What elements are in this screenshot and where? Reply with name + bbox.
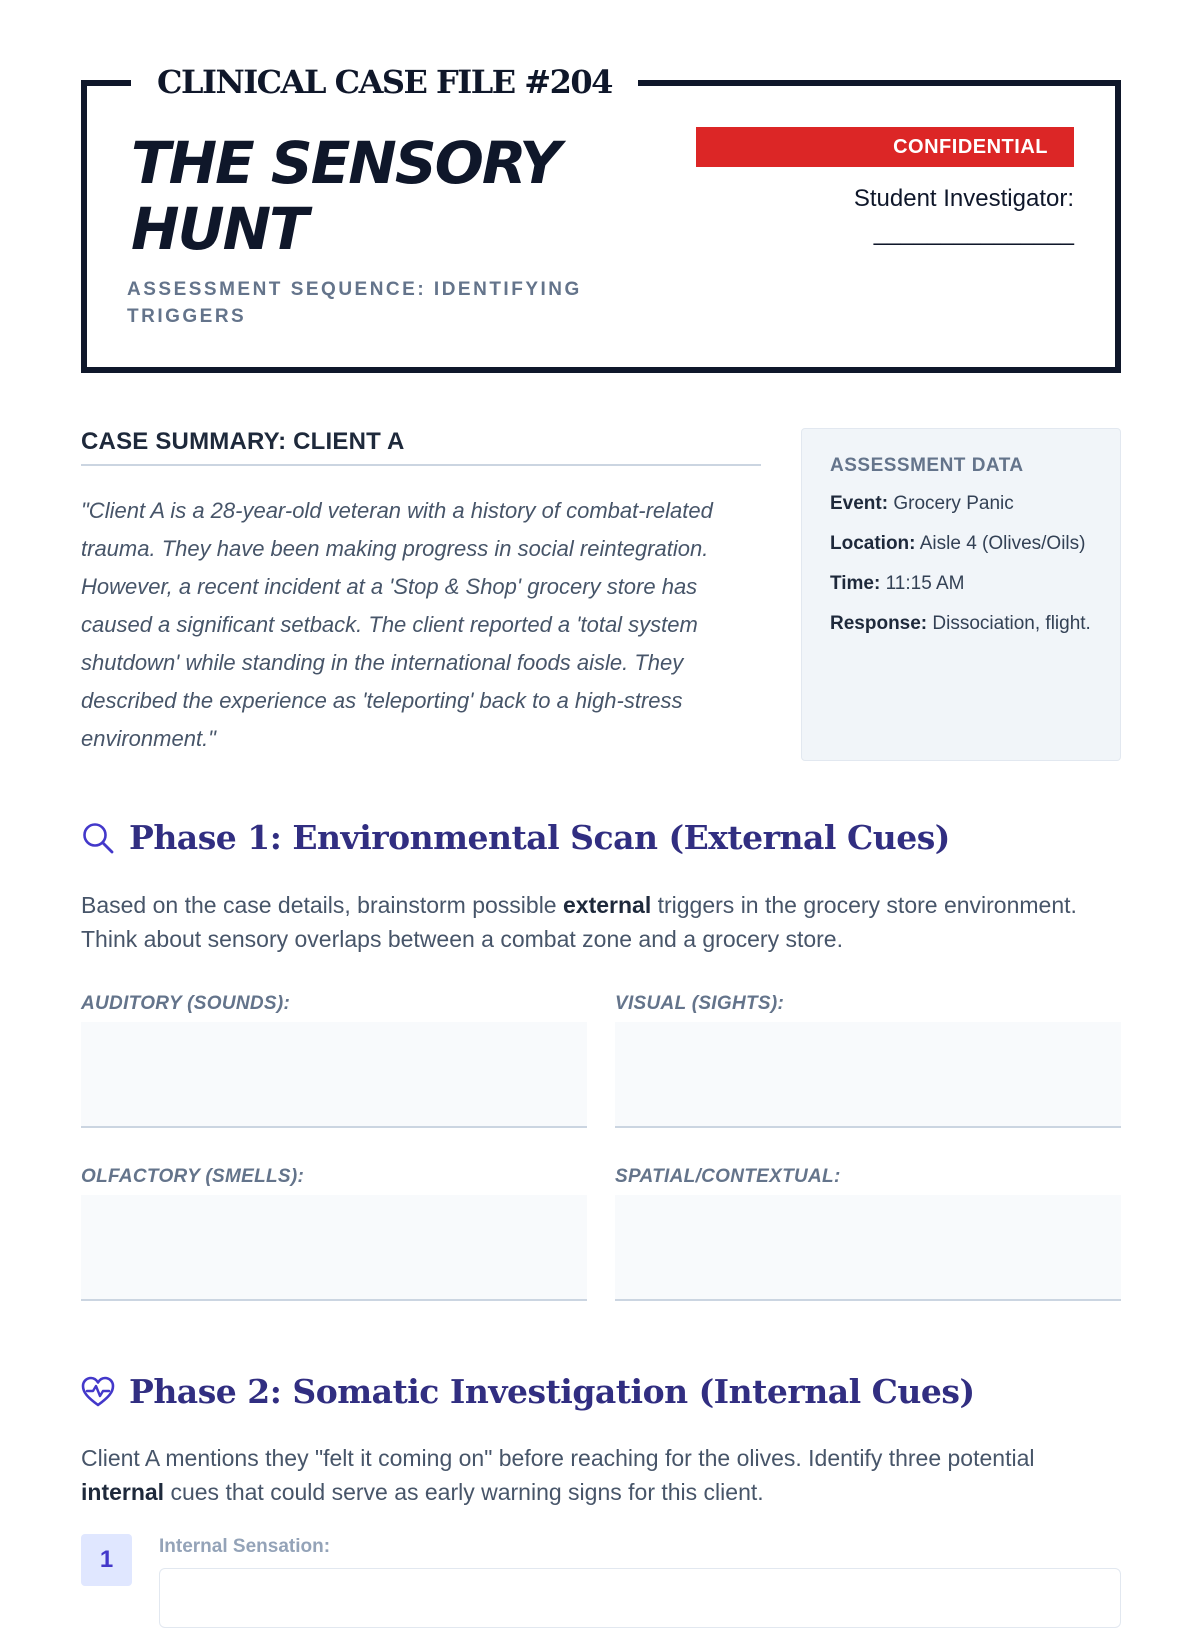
- phase-2-description: [81, 1441, 1121, 1509]
- phase-2-desc-text: cues that could serve as early warning signs for this client.: [164, 1479, 764, 1505]
- visual-label: VISUAL (SIGHTS):: [615, 993, 785, 1014]
- assessment-row-event: [830, 491, 1092, 517]
- assessment-data-panel: [801, 428, 1121, 761]
- phase-1-desc-emphasis: external: [563, 892, 652, 918]
- assessment-row-location: [830, 531, 1092, 557]
- phase-1-heading: [81, 818, 950, 857]
- internal-sensation-label: Internal Sensation:: [159, 1536, 331, 1557]
- assessment-value: Aisle 4 (Olives/Oils): [919, 533, 1086, 554]
- olfactory-answer-box[interactable]: [81, 1195, 587, 1301]
- phase-2-desc-emphasis: internal: [81, 1479, 165, 1505]
- case-summary-text: "Client A is a 28-year-old veteran with a history of combat-related trauma. They have been making progress in social reintegration. However, a recent incident at a 'Stop & Shop' grocery store has caused a significant setback. The client reported a 'total system shutdown' while standing in the international foods aisle. They described the experience as 'teleporting' back to a high-stress environment.": [81, 498, 713, 751]
- case-summary-heading: CASE SUMMARY: CLIENT A: [81, 428, 761, 466]
- phase-1-description: [81, 888, 1121, 956]
- auditory-label: AUDITORY (SOUNDS):: [81, 993, 291, 1014]
- phase-2-desc-text: Client A mentions they "felt it coming on" before reaching for the olives. Identify three potential: [81, 1445, 1035, 1471]
- case-file-label: CLINICAL CASE FILE #204: [131, 60, 638, 104]
- student-investigator-field[interactable]: [674, 182, 1074, 250]
- assessment-value: Grocery Panic: [893, 493, 1014, 514]
- confidential-banner: CONFIDENTIAL: [696, 127, 1074, 167]
- case-summary: [81, 428, 761, 758]
- page-title: THE SENSORY HUNT: [131, 129, 560, 263]
- phase-1-title: Phase 1: Environmental Scan (External Cues): [129, 818, 950, 857]
- student-investigator-label: Student Investigator:: [853, 185, 1074, 212]
- assessment-key: Event:: [830, 493, 889, 514]
- phase-1-desc-text: triggers in the grocery store environment. Think about sensory overlaps between a combat zone and a grocery store.: [81, 892, 1077, 952]
- assessment-key: Response:: [830, 613, 928, 634]
- auditory-answer-box[interactable]: [81, 1022, 587, 1128]
- spatial-answer-box[interactable]: [615, 1195, 1121, 1301]
- assessment-data-title: ASSESSMENT DATA: [830, 455, 1024, 476]
- assessment-key: Location:: [830, 533, 916, 554]
- search-icon: [81, 821, 115, 855]
- phase-2-heading: [81, 1372, 975, 1411]
- student-investigator-blank[interactable]: _______________: [873, 219, 1074, 246]
- assessment-key: Time:: [830, 573, 881, 594]
- olfactory-label: OLFACTORY (SMELLS):: [81, 1166, 305, 1187]
- assessment-value: Dissociation, flight.: [932, 613, 1091, 634]
- assessment-row-time: [830, 571, 1092, 597]
- assessment-row-response: [830, 611, 1092, 637]
- internal-sensation-input[interactable]: [159, 1568, 1121, 1628]
- phase-1-desc-text: Based on the case details, brainstorm possible: [81, 892, 563, 918]
- internal-cue-number: 1: [81, 1534, 132, 1586]
- assessment-value: 11:15 AM: [885, 573, 965, 594]
- heart-pulse-icon: [81, 1375, 115, 1409]
- phase-2-title: Phase 2: Somatic Investigation (Internal Cues): [129, 1372, 975, 1411]
- page-subtitle: ASSESSMENT SEQUENCE: IDENTIFYING TRIGGERS: [127, 279, 582, 327]
- spatial-label: SPATIAL/CONTEXTUAL:: [615, 1166, 841, 1187]
- case-file-header: [81, 63, 1121, 373]
- visual-answer-box[interactable]: [615, 1022, 1121, 1128]
